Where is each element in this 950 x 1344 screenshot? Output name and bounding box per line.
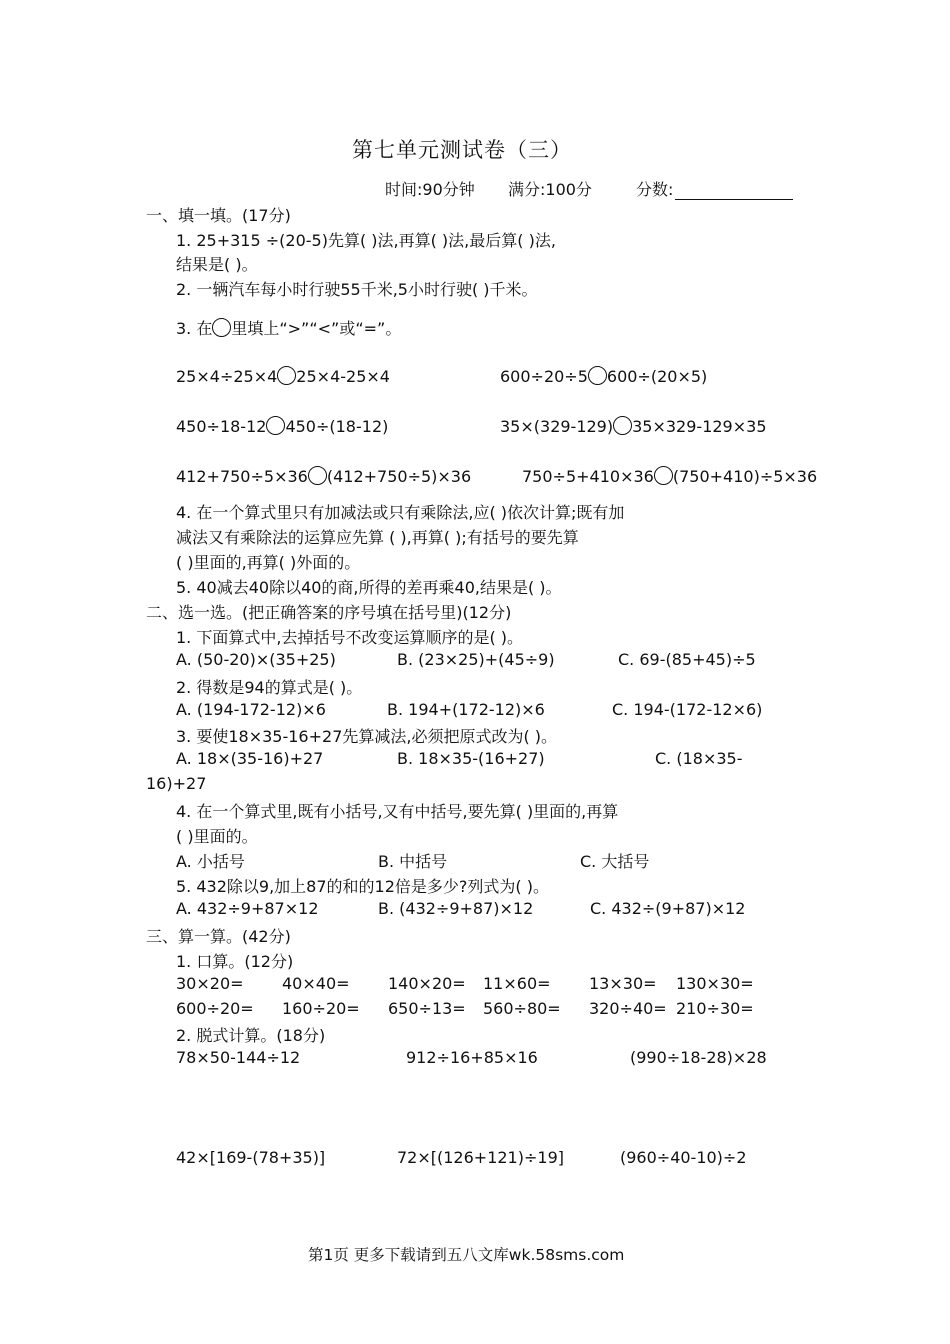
oral-calc-item: 650÷13= bbox=[388, 999, 466, 1018]
oral-calc-item: 40×40= bbox=[282, 974, 350, 993]
s2-q4-option-b[interactable]: B. 中括号 bbox=[378, 852, 448, 871]
step-calc-item: 912÷16+85×16 bbox=[406, 1048, 538, 1067]
s2-q4-option-a[interactable]: A. 小括号 bbox=[176, 852, 245, 871]
compare-3-left: 450÷18-12 bbox=[176, 417, 267, 436]
s2-q2-option-b[interactable]: B. 194+(172-12)×6 bbox=[387, 700, 545, 719]
s2-q4-option-c[interactable]: C. 大括号 bbox=[580, 852, 650, 871]
s1-q2: 2. 一辆汽车每小时行驶55千米,5小时行驶( )千米。 bbox=[176, 280, 538, 299]
compare-5-left: 412+750÷5×36 bbox=[176, 467, 308, 486]
compare-4-right: 35×329-129×35 bbox=[632, 417, 767, 436]
section-3-heading: 三、算一算。(42分) bbox=[146, 927, 291, 946]
s2-q1-option-a[interactable]: A. (50-20)×(35+25) bbox=[176, 650, 336, 669]
compare-circle-icon[interactable] bbox=[654, 466, 673, 485]
step-calc-item: (960÷40-10)÷2 bbox=[620, 1148, 747, 1167]
compare-4-left: 35×(329-129) bbox=[500, 417, 614, 436]
oral-calc-item: 13×30= bbox=[589, 974, 657, 993]
compare-6-right: (750+410)÷5×36 bbox=[672, 467, 818, 486]
compare-1-left: 25×4÷25×4 bbox=[176, 367, 278, 386]
s1-q4-line1: 4. 在一个算式里只有加减法或只有乘除法,应( )依次计算;既有加 bbox=[176, 503, 625, 522]
section-2-heading: 二、选一选。(把正确答案的序号填在括号里)(12分) bbox=[146, 603, 512, 622]
page-footer: 第1页 更多下载请到五八文库wk.58sms.com bbox=[308, 1246, 625, 1264]
compare-5-right: (412+750÷5)×36 bbox=[326, 467, 472, 486]
s2-q5-option-b[interactable]: B. (432÷9+87)×12 bbox=[378, 899, 534, 918]
s1-q5: 5. 40减去40除以40的商,所得的差再乘40,结果是( )。 bbox=[176, 578, 562, 597]
oral-calc-item: 160÷20= bbox=[282, 999, 360, 1018]
section-1-heading: 一、填一填。(17分) bbox=[146, 206, 291, 225]
s2-q2-option-a[interactable]: A. (194-172-12)×6 bbox=[176, 700, 326, 719]
exam-time: 时间:90分钟 bbox=[385, 180, 475, 199]
compare-3 bbox=[176, 416, 388, 436]
compare-2 bbox=[500, 366, 707, 386]
oral-calc-item: 560÷80= bbox=[483, 999, 561, 1018]
compare-3-right: 450÷(18-12) bbox=[285, 417, 389, 436]
compare-1-right: 25×4-25×4 bbox=[296, 367, 390, 386]
step-calc-item: 78×50-144÷12 bbox=[176, 1048, 301, 1067]
s2-q2-option-c[interactable]: C. 194-(172-12×6) bbox=[612, 700, 763, 719]
s3-sub1: 1. 口算。(12分) bbox=[176, 952, 294, 971]
compare-circle-icon[interactable] bbox=[588, 366, 607, 385]
compare-1 bbox=[176, 366, 390, 386]
s2-q1: 1. 下面算式中,去掉括号不改变运算顺序的是( )。 bbox=[176, 628, 524, 647]
s2-q2: 2. 得数是94的算式是( )。 bbox=[176, 678, 363, 697]
compare-2-left: 600÷20÷5 bbox=[500, 367, 588, 386]
score-blank[interactable] bbox=[675, 181, 793, 200]
s1-q4-line3: ( )里面的,再算( )外面的。 bbox=[176, 553, 361, 572]
compare-circle-icon[interactable] bbox=[613, 416, 632, 435]
compare-circle-icon[interactable] bbox=[277, 366, 296, 385]
oral-calc-item: 140×20= bbox=[388, 974, 466, 993]
s3-sub2: 2. 脱式计算。(18分) bbox=[176, 1026, 326, 1045]
circle-icon bbox=[212, 318, 231, 337]
oral-calc-item: 210÷30= bbox=[676, 999, 754, 1018]
s2-q3-option-a[interactable]: A. 18×(35-16)+27 bbox=[176, 749, 324, 768]
oral-calc-item: 11×60= bbox=[483, 974, 551, 993]
s2-q5-option-c[interactable]: C. 432÷(9+87)×12 bbox=[590, 899, 746, 918]
s1-q3 bbox=[176, 316, 401, 339]
s1-q4-line2: 减法又有乘除法的运算应先算 ( ),再算( );有括号的要先算 bbox=[176, 528, 579, 547]
oral-calc-item: 320÷40= bbox=[589, 999, 667, 1018]
s1-q3-prefix: 3. 在 bbox=[176, 319, 213, 338]
exam-score-label bbox=[636, 177, 793, 200]
oral-calc-item: 130×30= bbox=[676, 974, 754, 993]
s2-q3-option-c[interactable]: C. (18×35- bbox=[655, 749, 743, 768]
s2-q1-option-b[interactable]: B. (23×25)+(45÷9) bbox=[397, 650, 555, 669]
s2-q3-option-b[interactable]: B. 18×35-(16+27) bbox=[397, 749, 545, 768]
compare-circle-icon[interactable] bbox=[308, 466, 327, 485]
oral-calc-item: 30×20= bbox=[176, 974, 244, 993]
s2-q4-line1: 4. 在一个算式里,既有小括号,又有中括号,要先算( )里面的,再算 bbox=[176, 802, 619, 821]
s2-q5-option-a[interactable]: A. 432÷9+87×12 bbox=[176, 899, 319, 918]
score-label-text: 分数: bbox=[636, 180, 674, 199]
s1-q3-suffix: 里填上“>”“<”或“=”。 bbox=[231, 319, 402, 338]
exam-full-score: 满分:100分 bbox=[508, 180, 592, 199]
s1-q1-line2: 结果是( )。 bbox=[176, 255, 258, 274]
oral-calc-item: 600÷20= bbox=[176, 999, 254, 1018]
compare-4 bbox=[500, 416, 767, 436]
step-calc-item: (990÷18-28)×28 bbox=[630, 1048, 767, 1067]
compare-circle-icon[interactable] bbox=[266, 416, 285, 435]
step-calc-item: 72×[(126+121)÷19] bbox=[397, 1148, 564, 1167]
page-title: 第七单元测试卷（三） bbox=[352, 138, 572, 162]
s1-q1-line1: 1. 25+315 ÷(20-5)先算( )法,再算( )法,最后算( )法, bbox=[176, 231, 556, 250]
compare-2-right: 600÷(20×5) bbox=[606, 367, 708, 386]
s2-q3: 3. 要使18×35-16+27先算减法,必须把原式改为( )。 bbox=[176, 727, 558, 746]
compare-6 bbox=[522, 466, 817, 486]
s2-q1-option-c[interactable]: C. 69-(85+45)÷5 bbox=[618, 650, 756, 669]
compare-6-left: 750÷5+410×36 bbox=[522, 467, 654, 486]
s2-q3-option-c-wrap: 16)+27 bbox=[146, 774, 207, 793]
s2-q5: 5. 432除以9,加上87的和的12倍是多少?列式为( )。 bbox=[176, 877, 549, 896]
step-calc-item: 42×[169-(78+35)] bbox=[176, 1148, 326, 1167]
s2-q4-line2: ( )里面的。 bbox=[176, 827, 258, 846]
compare-5 bbox=[176, 466, 471, 486]
